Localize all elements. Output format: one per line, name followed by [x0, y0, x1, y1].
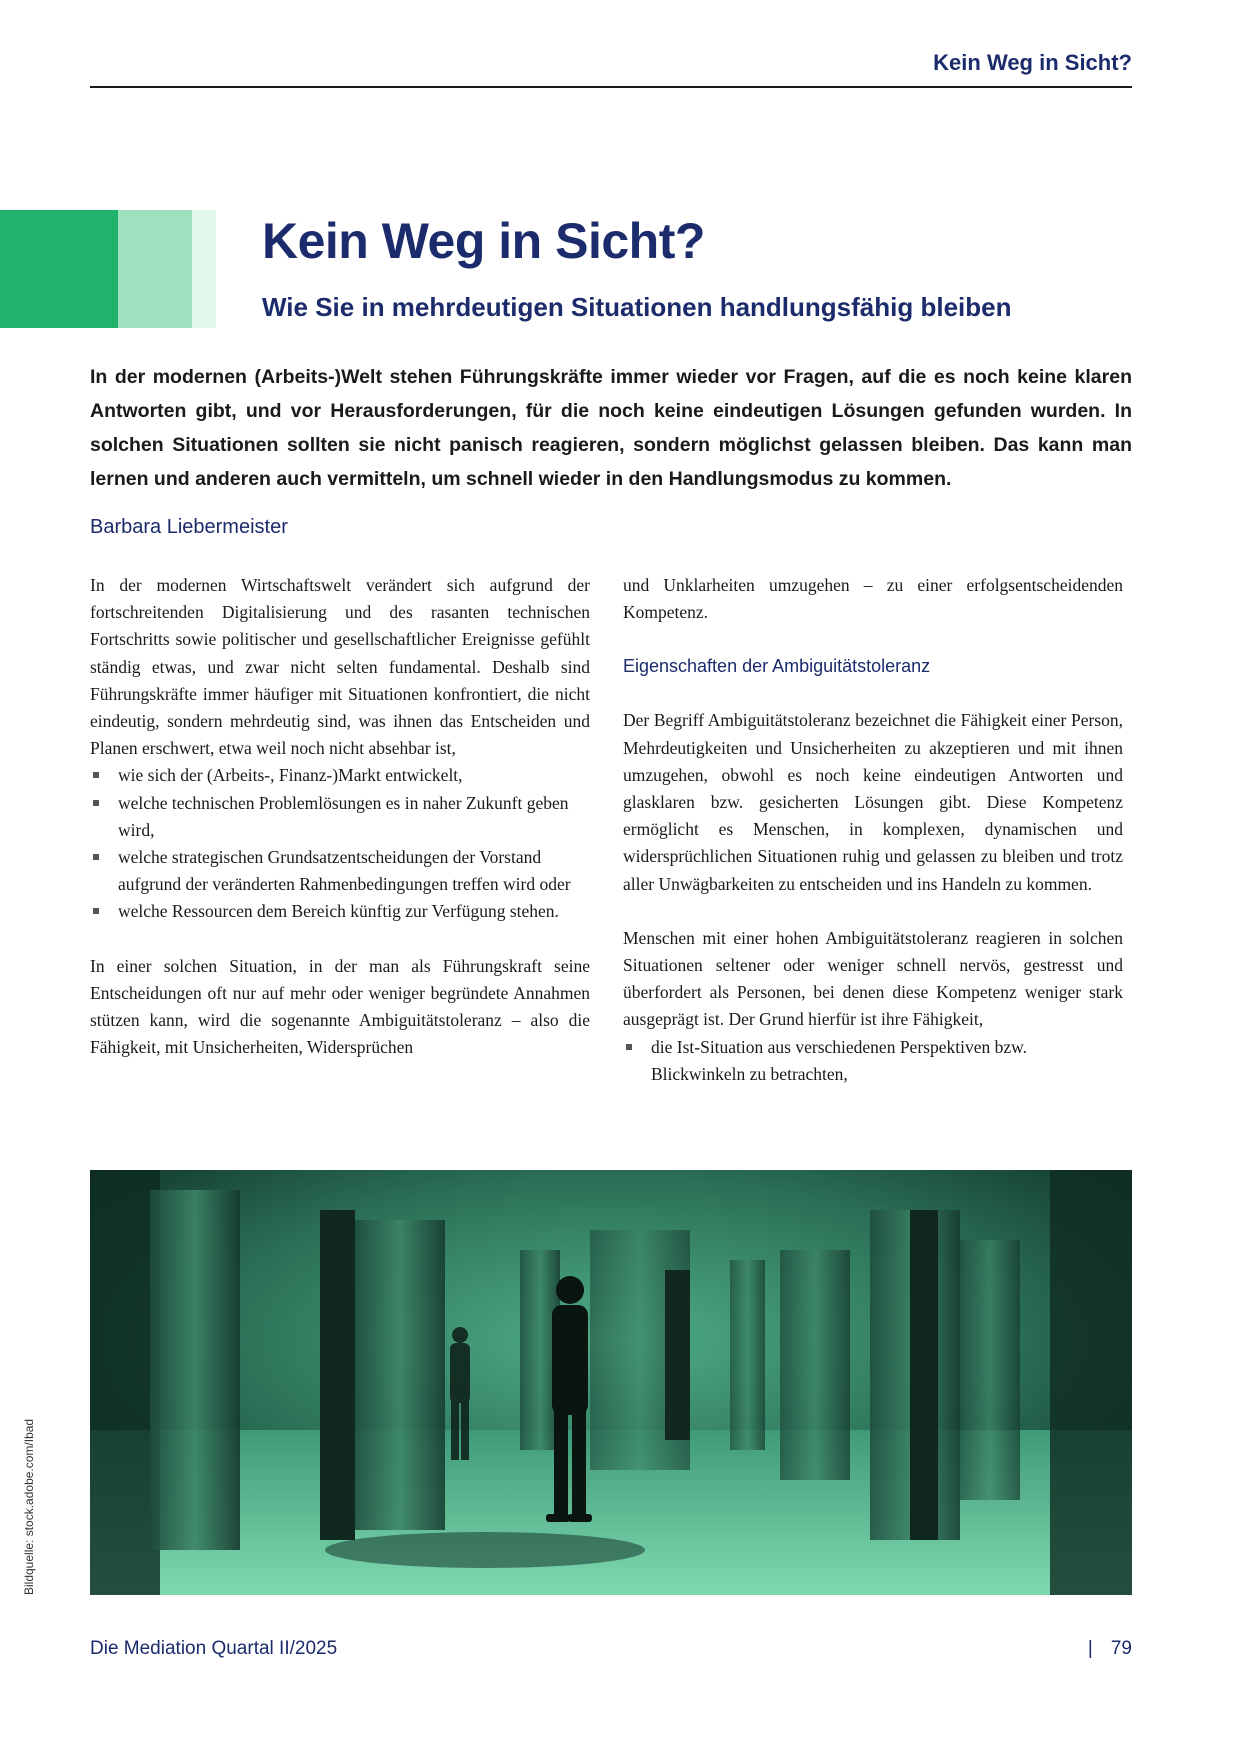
bullet-list — [623, 1034, 1123, 1088]
body-paragraph: In einer solchen Situation, in der man als Führungskraft seine Entscheidungen oft nur auf mehr oder weniger begründete Annahmen stützen kann, wird die sogenannte Ambiguitätstoleranz – also die Fähigkeit, mit Unsicherheiten, Widersprüchen — [90, 955, 590, 1058]
footer-page — [1088, 1638, 1132, 1660]
article-image — [90, 1170, 1132, 1595]
author-name: Barbara Liebermeister — [90, 516, 288, 538]
list-item: welche strategischen Grundsatzentscheidungen der Vorstand aufgrund der veränderten Rahmenbedingungen treffen wird oder — [90, 844, 590, 898]
image-credit: Bildquelle: stock.adobe.com/Ibad — [22, 1418, 36, 1595]
list-item: wie sich der (Arbeits-, Finanz-)Markt entwickelt, — [90, 762, 590, 789]
right-column — [623, 572, 1123, 1088]
accent-block-dark — [0, 210, 118, 328]
mirror-room-illustration — [90, 1170, 1132, 1595]
left-column — [90, 572, 590, 1061]
section-heading: Eigenschaften der Ambiguitätstoleranz — [623, 656, 931, 677]
page-number: 79 — [1110, 1638, 1132, 1659]
body-paragraph: In der modernen Wirtschaftswelt verändert sich aufgrund der fortschreitenden Digitalisierung und des rasanten technischen Fortschritts sowie politischer und gesellschaftlicher Ereignisse gefühlt ständig etwas, und zwar nicht selten fundamental. Deshalb sind Führungskräfte immer häufiger mit Situationen konfrontiert, die nicht eindeutig, sondern mehrdeutig sind, was ihnen das Entscheiden und Planen erschwert, etwa weil noch nicht absehbar ist, — [90, 575, 590, 759]
body-paragraph: Menschen mit einer hohen Ambiguitätstoleranz reagieren in solchen Situationen seltener oder weniger schnell nervös, gestresst und überfordert als Personen, bei denen diese Kompetenz weniger stark ausgeprägt ist. Der Grund hierfür ist ihre Fähigkeit, — [623, 927, 1123, 1030]
body-paragraph: und Unklarheiten umzugehen – zu einer erfolgsentscheidenden Kompetenz. — [623, 575, 1123, 623]
lead-paragraph: In der modernen (Arbeits-)Welt stehen Führungskräfte immer wieder vor Fragen, auf die es noch keine klaren Antworten gibt, und vor Herausforderungen, für die noch keine eindeutigen Lösungen gefunden wurden. In solchen Situationen sollten sie nicht panisch reagieren, sondern möglichst gelassen bleiben. Das kann man lernen und anderen auch vermitteln, um schnell wieder in den Handlungsmodus zu kommen. — [90, 366, 1132, 490]
running-header: Kein Weg in Sicht? — [933, 50, 1132, 75]
footer-journal: Die Mediation Quartal II/2025 — [90, 1638, 338, 1659]
list-item: die Ist-Situation aus verschiedenen Perspektiven bzw. Blickwinkeln zu betrachten, — [623, 1034, 1123, 1088]
accent-block-light — [118, 210, 192, 328]
accent-block-pale — [192, 210, 216, 328]
footer-separator: | — [1087, 1638, 1093, 1659]
list-item: welche technischen Problemlösungen es in naher Zukunft geben wird, — [90, 790, 590, 844]
list-item: welche Ressourcen dem Bereich künftig zur Verfügung stehen. — [90, 898, 590, 925]
article-title: Kein Weg in Sicht? — [262, 213, 705, 269]
header-rule — [90, 86, 1132, 88]
article-subtitle: Wie Sie in mehrdeutigen Situationen handlungsfähig bleiben — [262, 292, 1012, 322]
bullet-list — [90, 762, 590, 925]
body-paragraph: Der Begriff Ambiguitätstoleranz bezeichnet die Fähigkeit einer Person, Mehrdeutigkeiten und Unsicherheiten zu akzeptieren und mit ihnen umzugehen, obwohl es noch keine eindeutigen Antworten und glasklaren bzw. gesicherten Lösungen gibt. Diese Kompetenz ermöglicht es Menschen, in komplexen, dynamischen und widersprüchlichen Situationen ruhig und gelassen zu bleiben und trotz aller Unwägbarkeiten zu entscheiden und ins Handeln zu kommen. — [623, 710, 1123, 894]
